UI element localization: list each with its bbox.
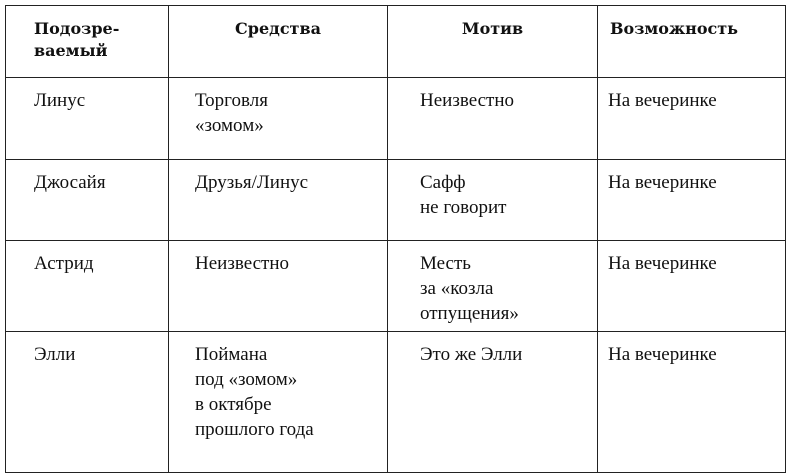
cell-opportunity: На вечеринке — [598, 78, 786, 160]
cell-line: Неизвестно — [420, 90, 514, 111]
header-opportunity: Возможность — [598, 6, 786, 78]
cell-suspect: Линус — [6, 78, 169, 160]
header-suspect-line: ваемый — [34, 41, 108, 60]
cell-opportunity: На вечеринке — [598, 332, 786, 473]
table-row — [6, 160, 786, 241]
cell-line: в октябре — [195, 394, 272, 415]
cell-line: за «козла — [420, 278, 494, 299]
cell-opportunity: На вечеринке — [598, 241, 786, 332]
cell-line: Поймана — [195, 344, 268, 365]
cell-line: Торговля — [195, 90, 268, 111]
cell-motive — [388, 160, 598, 241]
cell-line: отпущения» — [420, 303, 519, 324]
header-means: Средства — [169, 6, 388, 78]
cell-suspect: Элли — [6, 332, 169, 473]
suspects-table — [5, 5, 786, 473]
cell-line: Месть — [420, 253, 471, 274]
cell-means — [169, 78, 388, 160]
cell-line: Сафф — [420, 172, 466, 193]
cell-line: Неизвестно — [195, 253, 289, 274]
cell-means — [169, 160, 388, 241]
cell-line: прошлого года — [195, 419, 314, 440]
cell-motive — [388, 332, 598, 473]
cell-motive — [388, 241, 598, 332]
table-row — [6, 78, 786, 160]
cell-line: Это же Элли — [420, 344, 523, 365]
header-row — [6, 6, 786, 78]
cell-means — [169, 241, 388, 332]
cell-line: под «зомом» — [195, 369, 298, 390]
cell-suspect: Астрид — [6, 241, 169, 332]
header-suspect — [6, 6, 169, 78]
table-row — [6, 241, 786, 332]
table-row — [6, 332, 786, 473]
header-suspect-line: Подозре- — [34, 19, 120, 38]
cell-means — [169, 332, 388, 473]
header-motive: Мотив — [388, 6, 598, 78]
cell-suspect: Джосайя — [6, 160, 169, 241]
cell-motive — [388, 78, 598, 160]
cell-opportunity: На вечеринке — [598, 160, 786, 241]
cell-line: не говорит — [420, 197, 507, 218]
cell-line: Друзья/Линус — [195, 172, 309, 193]
cell-line: «зомом» — [195, 115, 264, 136]
